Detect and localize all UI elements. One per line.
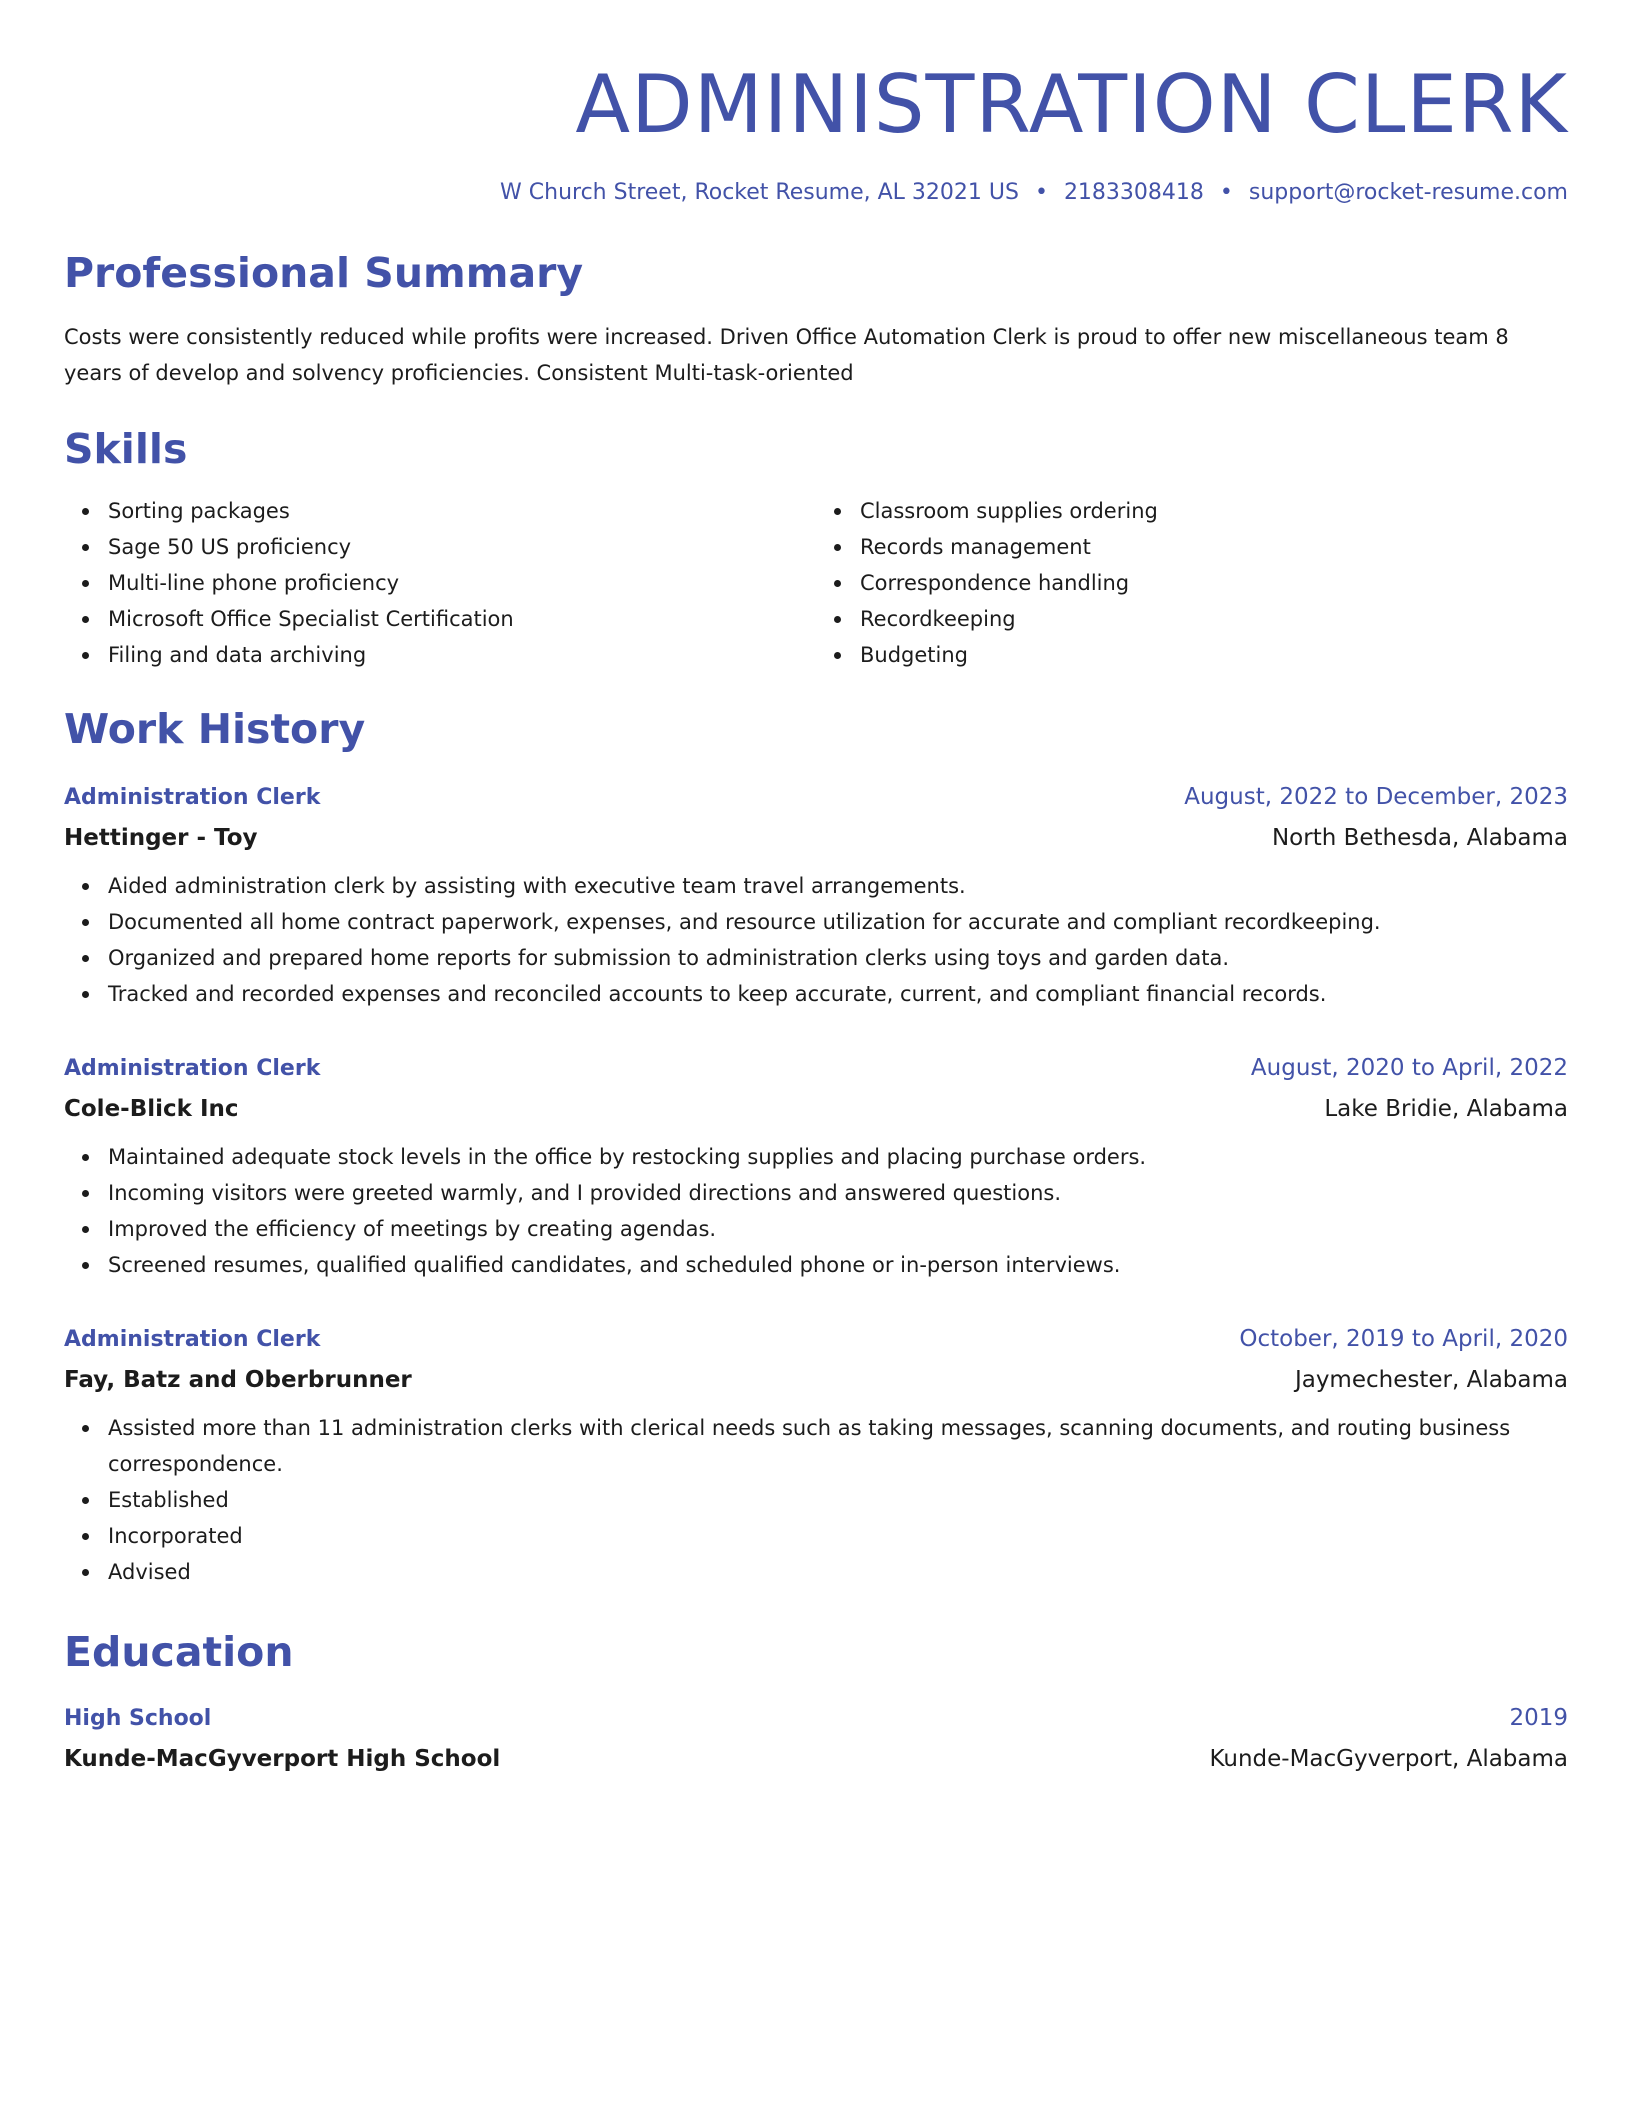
job-entry bbox=[64, 1048, 1568, 1283]
skill-item: Classroom supplies ordering bbox=[860, 493, 1568, 529]
contact-separator: • bbox=[1034, 180, 1048, 205]
job-bullet: Aided administration clerk by assisting with executive team travel arrangements. bbox=[108, 868, 1568, 904]
skills-heading: Skills bbox=[64, 425, 188, 473]
job-dates: October, 2019 to April, 2020 bbox=[1239, 1326, 1568, 1352]
skill-item: Sage 50 US proficiency bbox=[108, 529, 816, 565]
job-bullet: Screened resumes, qualified qualified candidates, and scheduled phone or in-person interviews. bbox=[108, 1247, 1568, 1283]
job-bullet: Advised bbox=[108, 1554, 1568, 1590]
job-location: Lake Bridie, Alabama bbox=[1324, 1096, 1568, 1122]
job-bullet: Organized and prepared home reports for submission to administration clerks using toys and garden data. bbox=[108, 940, 1568, 976]
education-degree: High School bbox=[64, 1706, 212, 1731]
resume-page bbox=[64, 0, 1568, 1779]
job-location: North Bethesda, Alabama bbox=[1271, 825, 1568, 851]
job-role: Administration Clerk bbox=[64, 1056, 321, 1081]
summary-heading: Professional Summary bbox=[64, 249, 584, 297]
job-location: Jaymechester, Alabama bbox=[1294, 1367, 1568, 1393]
job-company: Cole-Blick Inc bbox=[64, 1096, 239, 1122]
job-bullet: Maintained adequate stock levels in the office by restocking supplies and placing purchase orders. bbox=[108, 1139, 1568, 1175]
education-entry bbox=[64, 1698, 1568, 1779]
job-role: Administration Clerk bbox=[64, 1327, 321, 1352]
job-bullet: Assisted more than 11 administration clerks with clerical needs such as taking messages, scanning documents, and routing business correspondence. bbox=[108, 1410, 1568, 1482]
skill-item: Correspondence handling bbox=[860, 565, 1568, 601]
job-bullets bbox=[64, 1139, 1568, 1283]
job-dates: August, 2022 to December, 2023 bbox=[1184, 784, 1568, 810]
job-company: Hettinger - Toy bbox=[64, 825, 258, 851]
job-company: Fay, Batz and Oberbrunner bbox=[64, 1367, 412, 1393]
job-bullet: Tracked and recorded expenses and reconciled accounts to keep accurate, current, and compliant financial records. bbox=[108, 976, 1568, 1012]
work-history-heading: Work History bbox=[64, 705, 366, 753]
skill-item: Multi-line phone proficiency bbox=[108, 565, 816, 601]
job-entry bbox=[64, 1319, 1568, 1590]
skills-column-left bbox=[64, 493, 816, 673]
job-bullets bbox=[64, 868, 1568, 1012]
contact-address: W Church Street, Rocket Resume, AL 32021 US bbox=[500, 180, 1019, 205]
job-role: Administration Clerk bbox=[64, 785, 321, 810]
skill-item: Sorting packages bbox=[108, 493, 816, 529]
skill-item: Budgeting bbox=[860, 637, 1568, 673]
job-entry bbox=[64, 777, 1568, 1012]
skills-column-right bbox=[816, 493, 1568, 673]
education-school: Kunde-MacGyverport High School bbox=[64, 1746, 501, 1772]
summary-text: Costs were consistently reduced while profits were increased. Driven Office Automation Clerk is proud to offer new miscellaneous team 8 years of develop and solvency proficiencies. Consistent Multi-task-oriented bbox=[64, 325, 1509, 385]
skill-item: Microsoft Office Specialist Certification bbox=[108, 601, 816, 637]
skill-item: Filing and data archiving bbox=[108, 637, 816, 673]
job-bullets bbox=[64, 1410, 1568, 1590]
education-location: Kunde-MacGyverport, Alabama bbox=[1209, 1746, 1568, 1772]
job-bullet: Incoming visitors were greeted warmly, and I provided directions and answered questions. bbox=[108, 1175, 1568, 1211]
contact-phone: 2183308418 bbox=[1063, 180, 1204, 205]
skills-list bbox=[64, 493, 1568, 673]
job-bullet: Incorporated bbox=[108, 1518, 1568, 1554]
skill-item: Recordkeeping bbox=[860, 601, 1568, 637]
resume-name: ADMINISTRATION CLERK bbox=[575, 58, 1568, 151]
job-bullet: Documented all home contract paperwork, expenses, and resource utilization for accurate and compliant recordkeeping. bbox=[108, 904, 1568, 940]
skill-item: Records management bbox=[860, 529, 1568, 565]
job-bullet: Improved the efficiency of meetings by creating agendas. bbox=[108, 1211, 1568, 1247]
contact-line bbox=[64, 177, 1568, 209]
contact-separator: • bbox=[1219, 180, 1233, 205]
education-heading: Education bbox=[64, 1628, 294, 1676]
job-bullet: Established bbox=[108, 1482, 1568, 1518]
education-year: 2019 bbox=[1509, 1705, 1568, 1731]
contact-email: support@rocket-resume.com bbox=[1248, 180, 1568, 205]
job-dates: August, 2020 to April, 2022 bbox=[1250, 1055, 1568, 1081]
